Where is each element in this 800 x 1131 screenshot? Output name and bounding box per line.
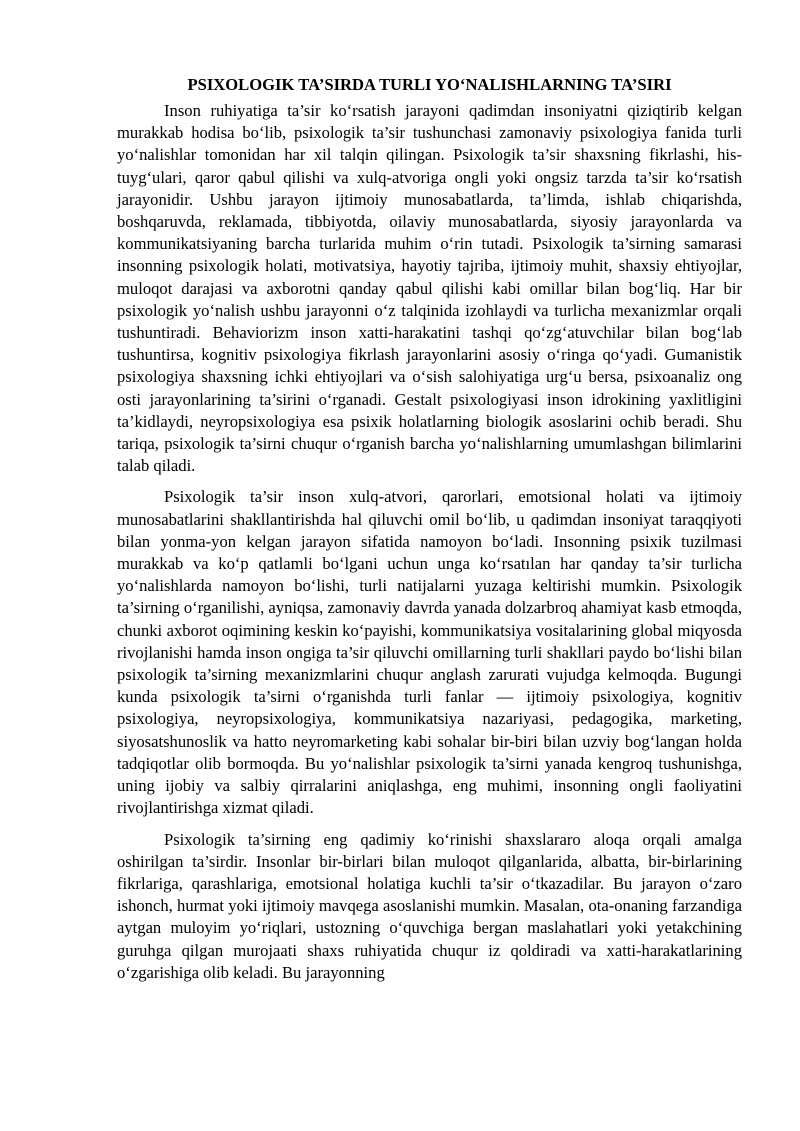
paragraph-1: Inson ruhiyatiga ta’sir ko‘rsatish jarayoni qadimdan insoniyatni qiziqtirib kelgan murakkab hodisa bo‘lib, psixologik ta’sir tushunchasi zamonaviy psixologiya fanida turli yo‘nalishlar tomonidan har xil talqin qilingan. Psixologik ta’sir shaxsning fikrlashi, his-tuyg‘ulari, qaror qabul qilishi va xulq-atvoriga ongli yoki ongsiz tarzda ta’sir ko‘rsatish jarayonidir. Ushbu jarayon ijtimoiy munosabatlarda, ta’limda, ishlab chiqarishda, boshqaruvda, reklamada, tibbiyotda, oilaviy munosabatlarda, siyosiy jarayonlarda va kommunikatsiyaning barcha turlarida muhim o‘rin tutadi. Psixologik ta’sirning samarasi insonning psixologik holati, motivatsiya, hayotiy tajriba, ijtimoiy muhit, shaxsiy ehtiyojlar, muloqot darajasi va axborotni qanday qabul qilishi kabi omillar bilan bog‘liq. Har bir psixologik yo‘nalish ushbu jarayonni o‘z talqinida izohlaydi va turlicha mexanizmlar orqali tushuntiradi. Behaviorizm inson xatti-harakatini tashqi qo‘zg‘atuvchilar bilan bog‘lab tushuntirsa, kognitiv psixologiya fikrlash jarayonlarini asosiy o‘ringa qo‘yadi. Gumanistik psixologiya shaxsning ichki ehtiyojlari va o‘sish salohiyatiga urg‘u bersa, psixoanaliz ong osti jarayonlarining ta’sirini o‘rganadi. Gestalt psixologiyasi inson idrokining yaxlitligini ta’kidlaydi, neyropsixologiya esa psixik holatlarning biologik asoslarini ochib beradi. Shu tariqa, psixologik ta’sirni chuqur o‘rganish barcha yo‘nalishlarning umumlashgan bilimlarini talab qiladi. [117, 101, 742, 476]
document-body [117, 74, 742, 993]
paragraph-2: Psixologik ta’sir inson xulq-atvori, qarorlari, emotsional holati va ijtimoiy munosabatlarini shakllantirishda hal qiluvchi omil bo‘lib, u qadimdan insoniyat taraqqiyoti bilan yonma-yon kelgan jarayon sifatida namoyon bo‘ladi. Insonning psixik tuzilmasi murakkab va ko‘p qatlamli bo‘lgani uchun unga ko‘rsatılan har qanday ta’sir turlicha yo‘nalishlarda namoyon bo‘lishi, turli natijalarni yuzaga keltirishi mumkin. Psixologik ta’sirning o‘rganilishi, ayniqsa, zamonaviy davrda yanada dolzarbroq ahamiyat kasb etmoqda, chunki axborot oqimining keskin ko‘payishi, kommunikatsiya vositalarining global miqyosda rivojlanishi hamda inson ongiga ta’sir qiluvchi omillarning turli shakllari paydo bo‘lishi bilan psixologik ta’sirning mexanizmlarini chuqur anglash zarurati vujudga kelmoqda. Bugungi kunda psixologik ta’sirni o‘rganishda turli fanlar — ijtimoiy psixologiya, kognitiv psixologiya, neyropsixologiya, kommunikatsiya nazariyasi, pedagogika, marketing, siyosatshunoslik va hatto neyromarketing kabi sohalar bir-biri bilan uzviy bog‘langan holda tadqiqotlar olib bormoqda. Bu yo‘nalishlar psixologik ta’sirni yanada kengroq tushunishga, uning ijobiy va salbiy qirralarini aniqlashga, eng muhimi, insonning ongli faoliyatini rivojlantirishga xizmat qiladi. [117, 487, 742, 818]
document-title: PSIXOLOGIK TA’SIRDA TURLI YO‘NALISHLARNING TA’SIRI [187, 75, 672, 94]
paragraph-3: Psixologik ta’sirning eng qadimiy ko‘rinishi shaxslararo aloqa orqali amalga oshirilgan ta’sirdir. Insonlar bir-birlari bilan muloqot qilganlarida, albatta, bir-birlarining fikrlariga, qarashlariga, emotsional holatiga kuchli ta’sir o‘tkazadilar. Bu jarayon o‘zaro ishonch, hurmat yoki ijtimoiy mavqega asoslanishi mumkin. Masalan, ota-onaning farzandiga aytgan muloyim yo‘riqlari, ustozning o‘quvchiga bergan maslahatlari yoki yetakchining guruhga qilgan murojaati shaxs ruhiyatida chuqur iz qoldiradi va xatti-harakatlarining o‘zgarishiga olib keladi. Bu jarayonning [117, 829, 742, 982]
